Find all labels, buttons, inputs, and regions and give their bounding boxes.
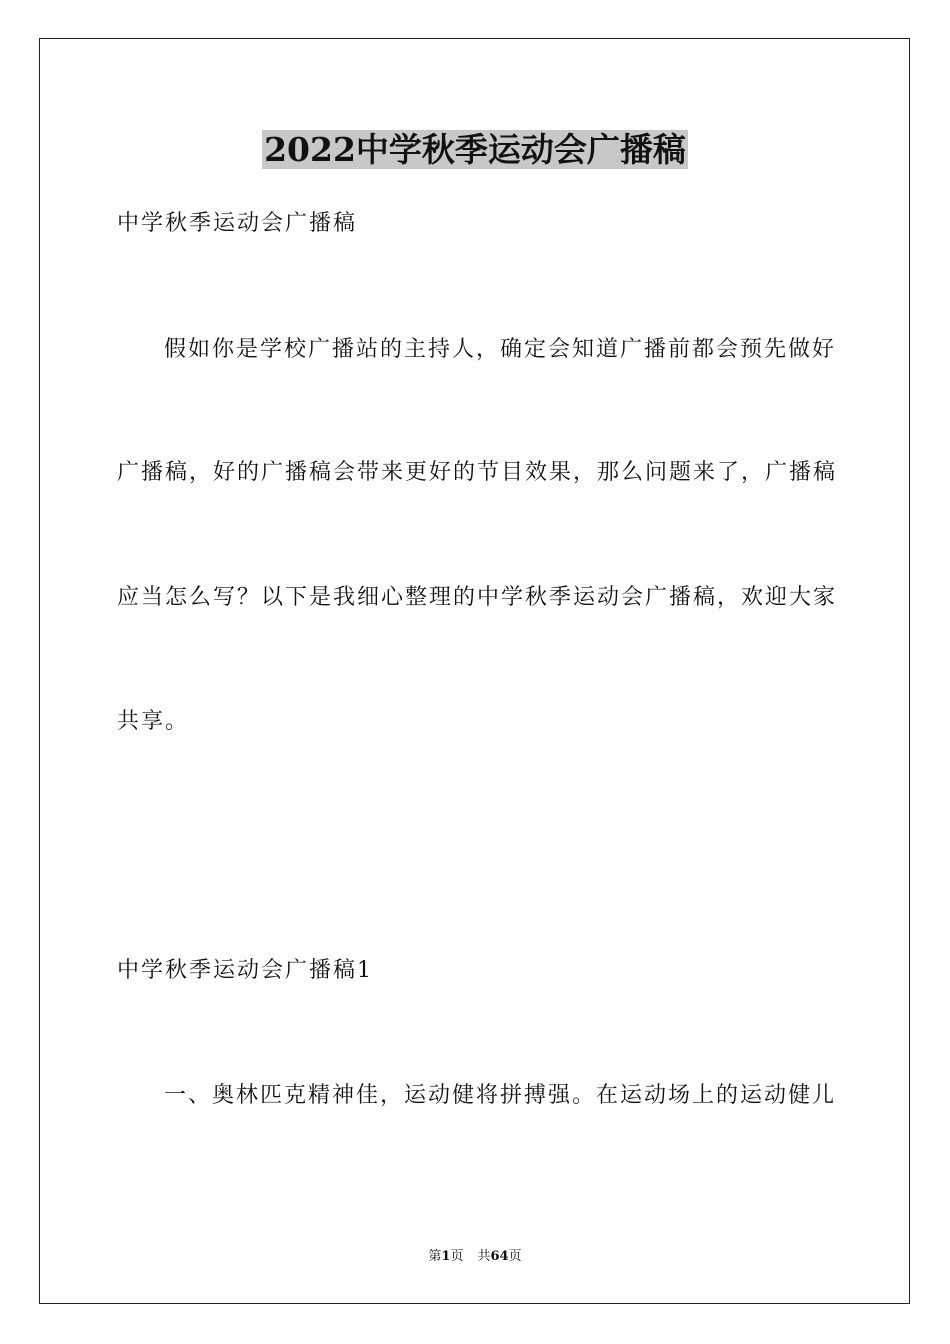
footer-page-prefix: 第	[428, 1249, 442, 1264]
section-heading: 中学秋季运动会广播稿1	[117, 958, 373, 983]
footer-page-suffix: 页	[450, 1249, 464, 1264]
paragraph-line: 应当怎么写？以下是我细心整理的中学秋季运动会广播稿，欢迎大家	[117, 585, 838, 610]
page-footer	[0, 1248, 950, 1266]
footer-total-pages: 64	[490, 1249, 509, 1264]
document-title	[0, 128, 950, 172]
paragraph-line: 共享。	[117, 709, 190, 734]
paragraph-line: 假如你是学校广播站的主持人，确定会知道广播前都会预先做好	[164, 337, 837, 362]
footer-total-prefix: 共	[477, 1249, 491, 1264]
footer-total-suffix: 页	[508, 1249, 522, 1264]
footer-page-number: 1	[441, 1249, 451, 1264]
paragraph-line: 一、奥林匹克精神佳，运动健将拼搏强。在运动场上的运动健儿	[164, 1083, 837, 1108]
paragraph-line: 广播稿，好的广播稿会带来更好的节目效果，那么问题来了，广播稿	[117, 460, 838, 485]
document-title-text: 2022中学秋季运动会广播稿	[264, 130, 686, 169]
subtitle-line: 中学秋季运动会广播稿	[117, 211, 358, 236]
